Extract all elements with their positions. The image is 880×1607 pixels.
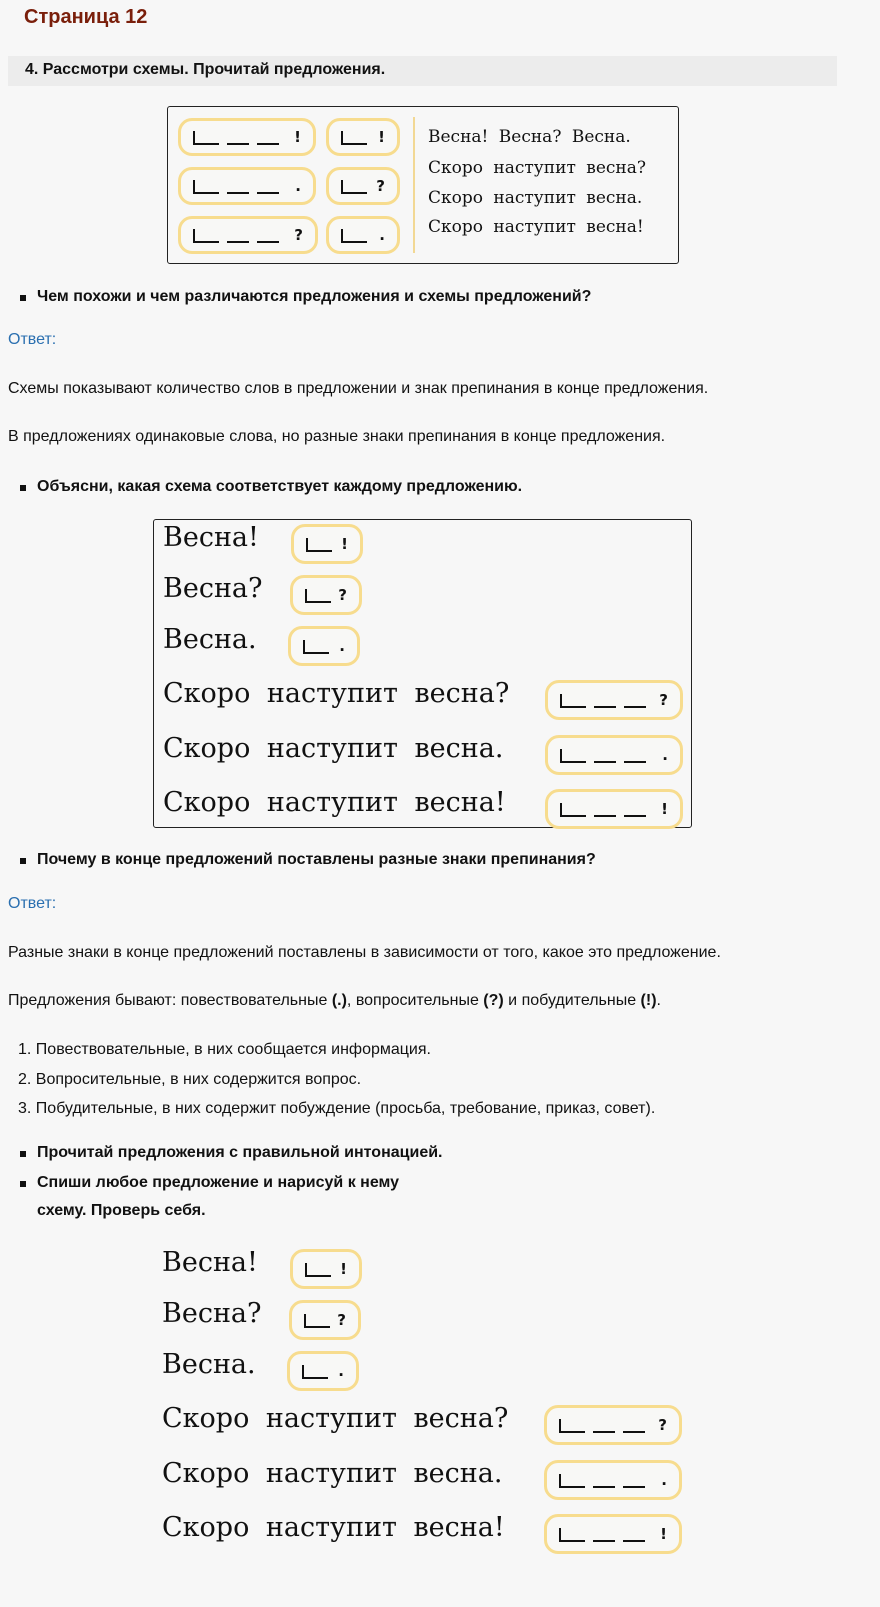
answer-paragraph: В предложениях одинаковые слова, но разные знаки препинания в конце предложения. — [8, 428, 666, 445]
matching-sentence: Весна? — [162, 1298, 262, 1329]
word-scheme-icon — [193, 228, 297, 242]
matching-diagram — [153, 519, 692, 828]
question-bullet — [20, 1169, 399, 1225]
answer-label: Ответ: — [8, 331, 57, 348]
punctuation-mark: ? — [376, 177, 385, 195]
matching-sentence: Скоро наступит весна? — [162, 1403, 509, 1434]
question-text: Почему в конце предложений поставлены разные знаки препинания? — [37, 851, 596, 868]
matching-sentence: Весна. — [162, 1349, 256, 1380]
question-bullet — [20, 846, 596, 874]
punctuation-mark: ? — [337, 1311, 346, 1329]
scheme-pill-long — [544, 1514, 682, 1554]
text: Предложения бывают: повествовательные — [8, 992, 332, 1009]
diagram-divider — [413, 117, 415, 253]
matching-sentence: Весна! — [163, 522, 259, 553]
exclaim-mark: (!) — [640, 992, 657, 1009]
text: . — [656, 992, 661, 1009]
punctuation-mark: ? — [338, 586, 347, 604]
punctuation-mark: . — [295, 177, 301, 195]
scheme-pill — [326, 118, 400, 156]
scheme-pill-short — [291, 524, 363, 564]
schemes-diagram — [167, 106, 679, 264]
matching-sentence: Скоро наступит весна? — [163, 678, 510, 709]
punctuation-mark: . — [662, 746, 668, 764]
scheme-pill-short — [290, 1249, 362, 1289]
punctuation-mark: ? — [294, 226, 303, 244]
punctuation-mark: ! — [378, 128, 385, 146]
punctuation-mark: . — [338, 1362, 344, 1380]
question-text: Прочитай предложения с правильной интонацией. — [37, 1144, 443, 1161]
scheme-pill — [178, 118, 316, 156]
scheme-pill-short — [287, 1351, 359, 1391]
punctuation-mark: . — [661, 1471, 667, 1489]
task-header-text: 4. Рассмотри схемы. Прочитай предложения. — [25, 61, 386, 78]
matching-sentence: Скоро наступит весна. — [163, 733, 504, 764]
question-text: схему. Проверь себя. — [37, 1202, 206, 1219]
punctuation-mark: ? — [659, 691, 668, 709]
answer-paragraph: Схемы показывают количество слов в предложении и знак препинания в конце предложения. — [8, 380, 709, 397]
scheme-pill — [326, 216, 400, 254]
list-item: 3. Побудительные, в них содержит побуждение (просьба, требование, приказ, совет). — [18, 1100, 656, 1117]
word-scheme-icon — [193, 179, 297, 193]
list-item: 1. Повествовательные, в них сообщается информация. — [18, 1041, 431, 1058]
period-mark: (.) — [331, 992, 347, 1009]
word-scheme-icon — [559, 1527, 663, 1541]
word-scheme-icon — [559, 1473, 663, 1487]
word-scheme-icon — [559, 1418, 663, 1432]
matching-sentence: Скоро наступит весна. — [162, 1458, 503, 1489]
question-text: Объясни, какая схема соответствует каждому предложению. — [37, 478, 523, 495]
diagram-sentence: Скоро наступит весна. — [428, 188, 643, 208]
scheme-pill-short — [288, 626, 360, 666]
matching-sentence: Весна! — [162, 1247, 258, 1278]
answer-label: Ответ: — [8, 895, 57, 912]
list-item: 2. Вопросительные, в них содержится вопрос. — [18, 1071, 362, 1088]
answer-schemes — [153, 1245, 690, 1555]
answer-paragraph: Разные знаки в конце предложений поставлены в зависимости от того, какое это предложение. — [8, 944, 721, 961]
word-scheme-icon — [560, 693, 664, 707]
question-mark: (?) — [483, 992, 504, 1009]
question-bullet — [20, 283, 591, 311]
diagram-sentence: Весна! Весна? Весна. — [428, 127, 631, 147]
scheme-pill — [326, 167, 400, 205]
scheme-pill-long — [545, 735, 683, 775]
word-scheme-icon — [193, 130, 297, 144]
text: и побудительные — [503, 992, 641, 1009]
punctuation-mark: . — [339, 637, 345, 655]
matching-sentence: Весна? — [163, 573, 263, 604]
punctuation-mark: ! — [660, 1525, 667, 1543]
word-scheme-icon — [560, 748, 664, 762]
scheme-pill-short — [290, 575, 362, 615]
scheme-pill-short — [289, 1300, 361, 1340]
punctuation-mark: ! — [294, 128, 301, 146]
matching-sentence: Весна. — [163, 624, 257, 655]
matching-sentence: Скоро наступит весна! — [162, 1512, 505, 1543]
punctuation-mark: . — [379, 226, 385, 244]
scheme-pill-long — [544, 1405, 682, 1445]
task-header — [8, 56, 837, 86]
scheme-pill — [178, 216, 318, 254]
scheme-pill-long — [544, 1460, 682, 1500]
matching-sentence: Скоро наступит весна! — [163, 787, 506, 818]
scheme-pill — [178, 167, 316, 205]
diagram-sentence: Скоро наступит весна? — [428, 158, 646, 178]
page-title: Страница 12 — [24, 6, 148, 28]
answer-paragraph — [8, 992, 661, 1010]
question-bullet — [20, 473, 522, 501]
question-bullet — [20, 1139, 443, 1167]
scheme-pill-long — [545, 789, 683, 829]
question-text: Чем похожи и чем различаются предложения и схемы предложений? — [37, 288, 592, 305]
punctuation-mark: ? — [658, 1416, 667, 1434]
question-text: Спиши любое предложение и нарисуй к нему — [37, 1174, 400, 1191]
punctuation-mark: ! — [340, 1260, 347, 1278]
word-scheme-icon — [560, 802, 664, 816]
punctuation-mark: ! — [341, 535, 348, 553]
diagram-sentence: Скоро наступит весна! — [428, 217, 644, 237]
scheme-pill-long — [545, 680, 683, 720]
text: , вопросительные — [346, 992, 484, 1009]
punctuation-mark: ! — [661, 800, 668, 818]
